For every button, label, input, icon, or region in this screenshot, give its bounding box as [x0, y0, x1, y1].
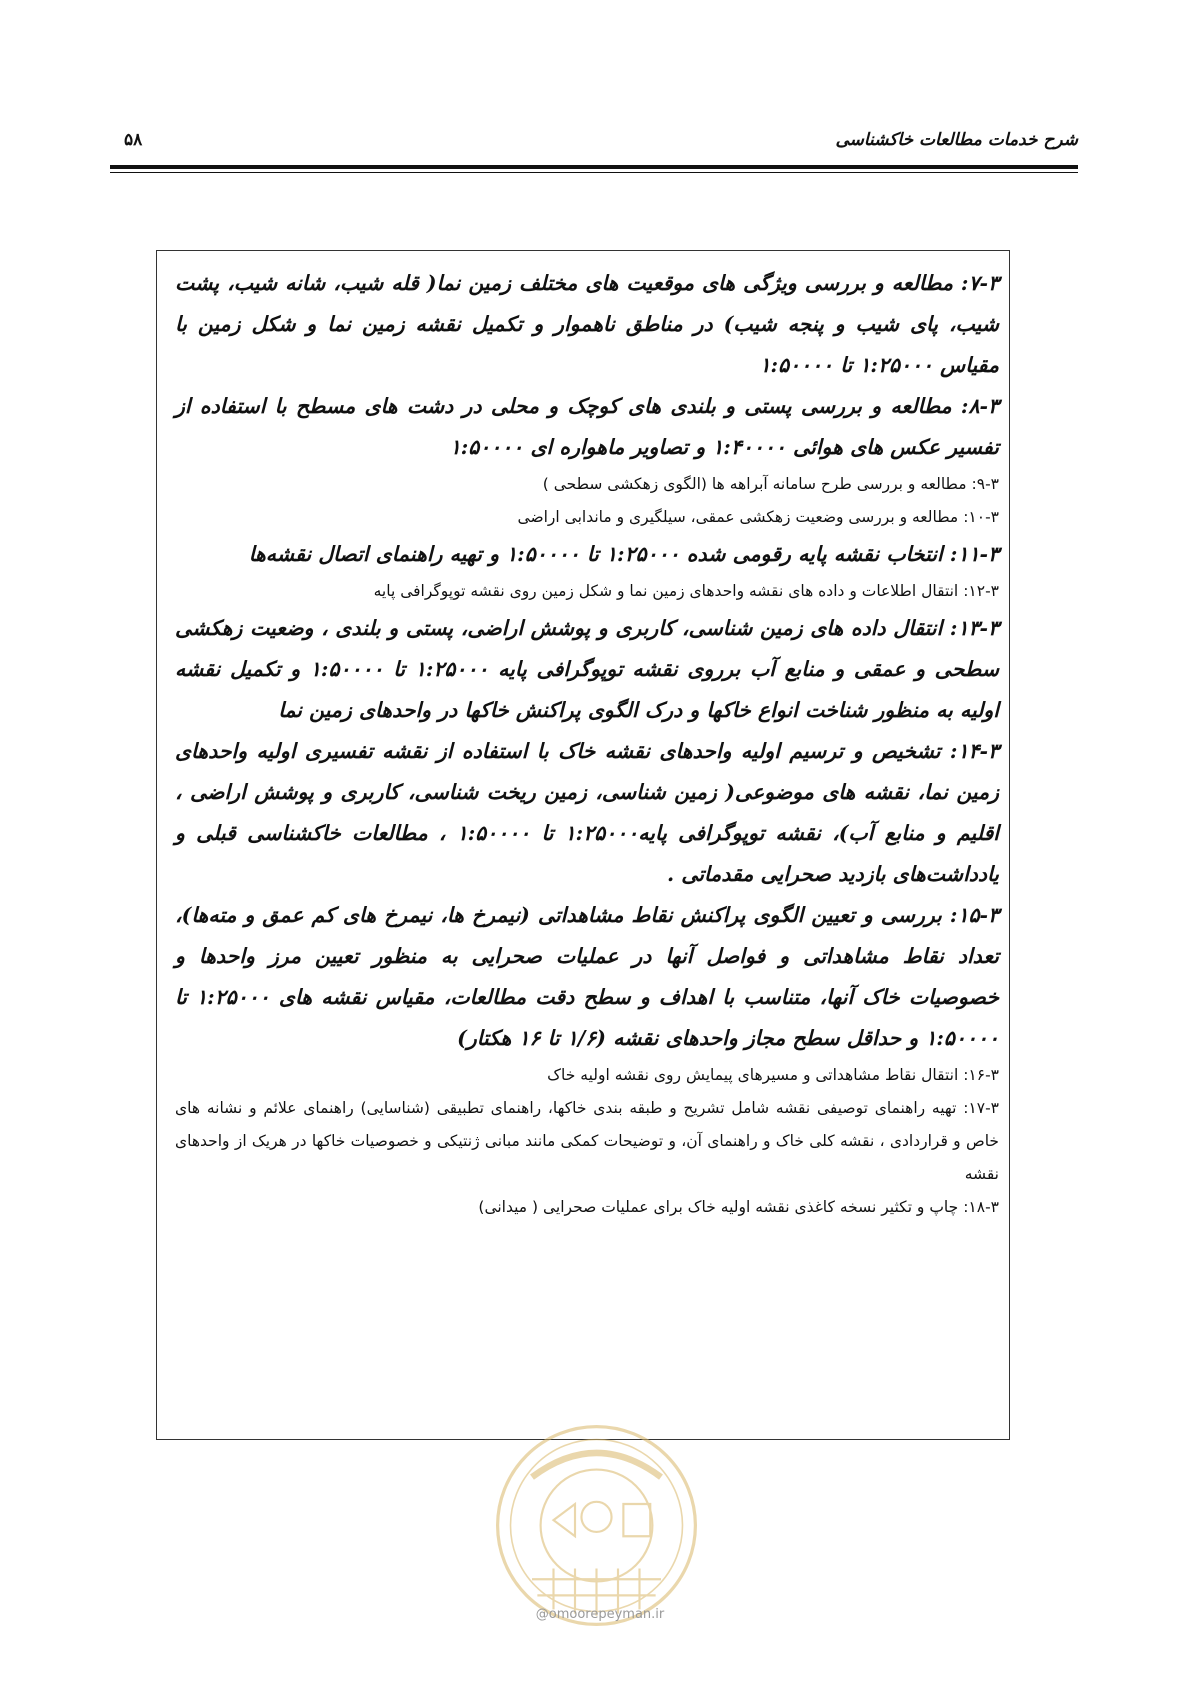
- item-text: چاپ و تکثیر نسخه کاغذی نقشه اولیه خاک برای عملیات صحرایی ( میدانی): [478, 1198, 959, 1216]
- item-text: انتقال اطلاعات و داده های نقشه واحدهای زمین نما و شکل زمین روی نقشه توپوگرافی پایه: [373, 582, 959, 600]
- item-3-8: [175, 386, 999, 468]
- item-text: تهیه راهنمای توصیفی نقشه شامل تشریح و طبقه بندی خاکها، راهنمای تطبیقی (شناسایی) راهنمای علائم و نشانه های خاص و قراردادی ، نقشه کلی خاک و راهنمای آن، و توضیحات کمکی مانند مبانی ژنتیکی و خصوصیات خاکها در هریک از واحدهای نقشه: [175, 1099, 999, 1183]
- item-text: مطالعه و بررسی ویژگی های موقعیت های مختلف زمین نما( قله شیب، شانه شیب، پشت شیب، پای شیب و پنجه شیب) در مناطق ناهموار و تکمیل نقشه زمین نما و شکل زمین با مقیاس ۱:۲۵۰۰۰ تا ۱:۵۰۰۰۰: [175, 271, 999, 377]
- item-number: ۹-۳:: [971, 475, 999, 493]
- item-3-12: [175, 575, 999, 608]
- item-3-14: [175, 731, 999, 895]
- item-number: ۱۱-۳:: [949, 542, 999, 566]
- item-3-15: [175, 895, 999, 1059]
- content-box: [156, 250, 1010, 1440]
- item-3-18: [175, 1191, 999, 1224]
- header-rule-thick: [110, 165, 1078, 169]
- item-text: تشخیص و ترسیم اولیه واحدهای نقشه خاک با استفاده از نقشه تفسیری اولیه واحدهای زمین نما، نقشه های موضوعی( زمین شناسی، زمین ریخت شناسی، کاربری و پوشش اراضی ، اقلیم و منابع آب)، نقشه توپوگرافی پایه۱:۲۵۰۰۰ تا ۱:۵۰۰۰۰ ، مطالعات خاکشناسی قبلی و یادداشت‌های بازدید صحرایی مقدماتی .: [175, 739, 999, 886]
- item-text: انتقال نقاط مشاهداتی و مسیرهای پیمایش روی نقشه اولیه خاک: [547, 1066, 959, 1084]
- item-number: ۱۸-۳:: [963, 1198, 999, 1216]
- item-3-10: [175, 501, 999, 534]
- watermark-site: @omoorepeyman.ir: [535, 1607, 665, 1622]
- item-text: انتخاب نقشه پایه رقومی شده ۱:۲۵۰۰۰ تا ۱:۵۰۰۰۰ و تهیه راهنمای اتصال نقشه‌ها: [248, 542, 943, 566]
- item-3-11: [175, 534, 999, 575]
- item-3-7: [175, 263, 999, 386]
- item-3-13: [175, 608, 999, 731]
- item-text: مطالعه و بررسی وضعیت زهکشی عمقی، سیلگیری و ماندابی اراضی: [517, 508, 959, 526]
- item-number: ۱۶-۳:: [963, 1066, 999, 1084]
- page-number: ۵۸: [124, 130, 143, 150]
- item-text: مطالعه و بررسی طرح سامانه آبراهه ها (الگوی زهکشی سطحی ): [542, 475, 967, 493]
- item-text: انتقال داده های زمین شناسی، کاربری و پوشش اراضی، پستی و بلندی ، وضعیت زهکشی سطحی و عمقی و منابع آب برروی نقشه توپوگرافی پایه ۱:۲۵۰۰۰ تا ۱:۵۰۰۰۰ و تکمیل نقشه اولیه به منظور شناخت انواع خاکها و درک الگوی پراکنش خاکها در واحدهای زمین نما: [175, 616, 999, 722]
- item-number: ۱۴-۳:: [949, 739, 1000, 763]
- item-3-9: [175, 468, 999, 501]
- item-number: ۷-۳:: [960, 271, 999, 295]
- item-number: ۱۲-۳:: [963, 582, 999, 600]
- item-3-17: [175, 1092, 999, 1191]
- running-title: شرح خدمات مطالعات خاکشناسی: [835, 130, 1078, 150]
- item-number: ۸-۳:: [960, 394, 1000, 418]
- item-text: مطالعه و بررسی پستی و بلندی های کوچک و محلی در دشت های مسطح با استفاده از تفسیر عکس های هوائی ۱:۴۰۰۰۰ و تصاویر ماهواره ای ۱:۵۰۰۰۰: [175, 394, 999, 459]
- seal-logo-icon: [489, 1418, 704, 1633]
- page-header: [110, 118, 1078, 162]
- item-number: ۱۰-۳:: [963, 508, 999, 526]
- item-number: ۱۷-۳:: [963, 1099, 999, 1117]
- item-number: ۱۳-۳:: [949, 616, 999, 640]
- item-3-16: [175, 1059, 999, 1092]
- item-text: بررسی و تعیین الگوی پراکنش نقاط مشاهداتی (نیمرخ ها، نیمرخ های کم عمق و مته‌ها)، تعداد نقاط مشاهداتی و فواصل آنها در عملیات صحرایی به منظور تعیین مرز واحدها و خصوصیات خاک آنها، متناسب با اهداف و سطح دقت مطالعات، مقیاس نقشه های ۱:۲۵۰۰۰ تا ۱:۵۰۰۰۰ و حداقل سطح مجاز واحدهای نقشه (۱/۶ تا ۱۶ هکتار): [175, 903, 999, 1050]
- item-number: ۱۵-۳:: [949, 903, 999, 927]
- header-rule-thin: [110, 172, 1078, 173]
